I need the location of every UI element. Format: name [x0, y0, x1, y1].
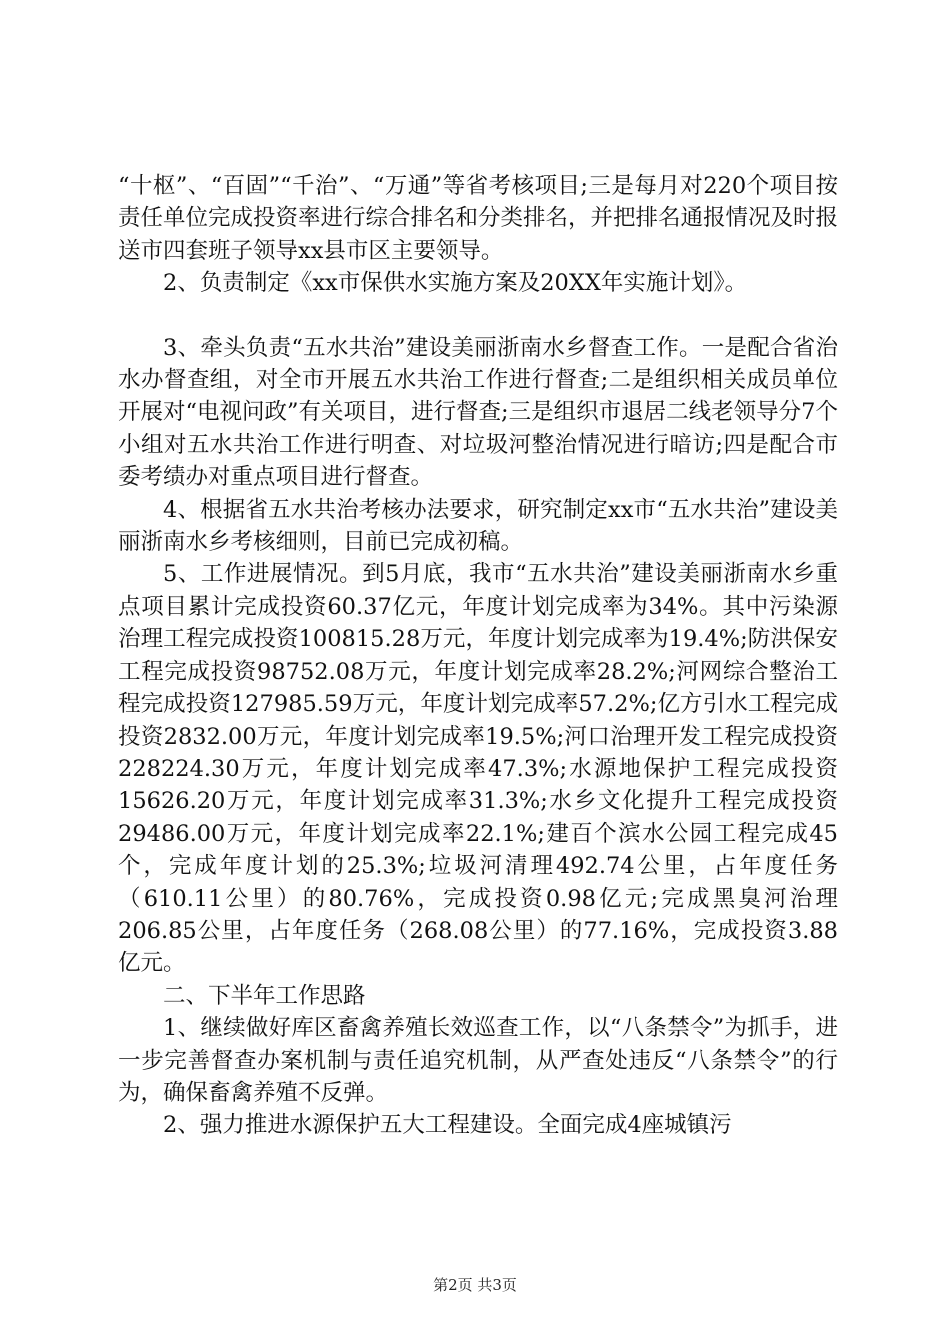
document-body: [118, 170, 838, 1142]
paragraph-item-2-water-supply-plan: 2、负责制定《xx市保供水实施方案及20XX年实施计划》。: [163, 270, 748, 297]
paragraph-ranking-continuation: “十枢”、“百固”“千治”、“万通”等省考核项目;三是每月对220个项目按责任单位完成投资率进行综合排名和分类排名，并把排名通报情况及时报送市四套班子领导xx县市区主要领导。: [118, 173, 839, 264]
paragraph-gap: [118, 300, 838, 332]
paragraph-plan-item-1-livestock: 1、继续做好库区畜禽养殖长效巡查工作，以“八条禁令”为抓手，进一步完善督查办案机制与责任追究机制，从严查处违反“八条禁令”的行为，确保畜禽养殖不反弹。: [118, 1015, 838, 1106]
page-number-label: 第2页 共3页: [433, 1276, 517, 1294]
paragraph-item-5-progress: 5、工作进展情况。到5月底，我市“五水共治”建设美丽浙南水乡重点项目累计完成投资60.37亿元，年度计划完成率为34%。其中污染源治理工程完成投资100815.28万元，年度计划完成率为19.4%;防洪保安工程完成投资98752.08万元，年度计划完成率28.2%;河网综合整治工程完成投资127985.59万元，年度计划完成率57.2%;亿方引水工程完成投资2832.00万元，年度计划完成率19.5%;河口治理开发工程完成投资228224.30万元，年度计划完成率47.3%;水源地保护工程完成投资15626.20万元，年度计划完成率31.3%;水乡文化提升工程完成投资29486.00万元，年度计划完成率22.1%;建百个滨水公园工程完成45个，完成年度计划的25.3%;垃圾河清理492.74公里，占年度任务（610.11公里）的80.76%，完成投资0.98亿元;完成黑臭河治理206.85公里，占年度任务（268.08公里）的77.16%，完成投资3.88亿元。: [118, 561, 838, 977]
section-heading-second-half-plan: 二、下半年工作思路: [163, 982, 366, 1009]
page-footer: [0, 1275, 950, 1295]
paragraph-item-3-supervision: 3、牵头负责“五水共治”建设美丽浙南水乡督查工作。一是配合省治水办督查组，对全市开展五水共治工作进行督查;二是组织相关成员单位开展对“电视问政”有关项目，进行督查;三是组织市退居二线老领导分7个小组对五水共治工作进行明查、对垃圾河整治情况进行暗访;四是配合市委考绩办对重点项目进行督查。: [118, 334, 838, 491]
paragraph-plan-item-2-water-source: 2、强力推进水源保护五大工程建设。全面完成4座城镇污: [163, 1112, 732, 1139]
paragraph-item-4-assessment-rules: 4、根据省五水共治考核办法要求，研究制定xx市“五水共治”建设美丽浙南水乡考核细则，目前已完成初稿。: [118, 496, 838, 556]
